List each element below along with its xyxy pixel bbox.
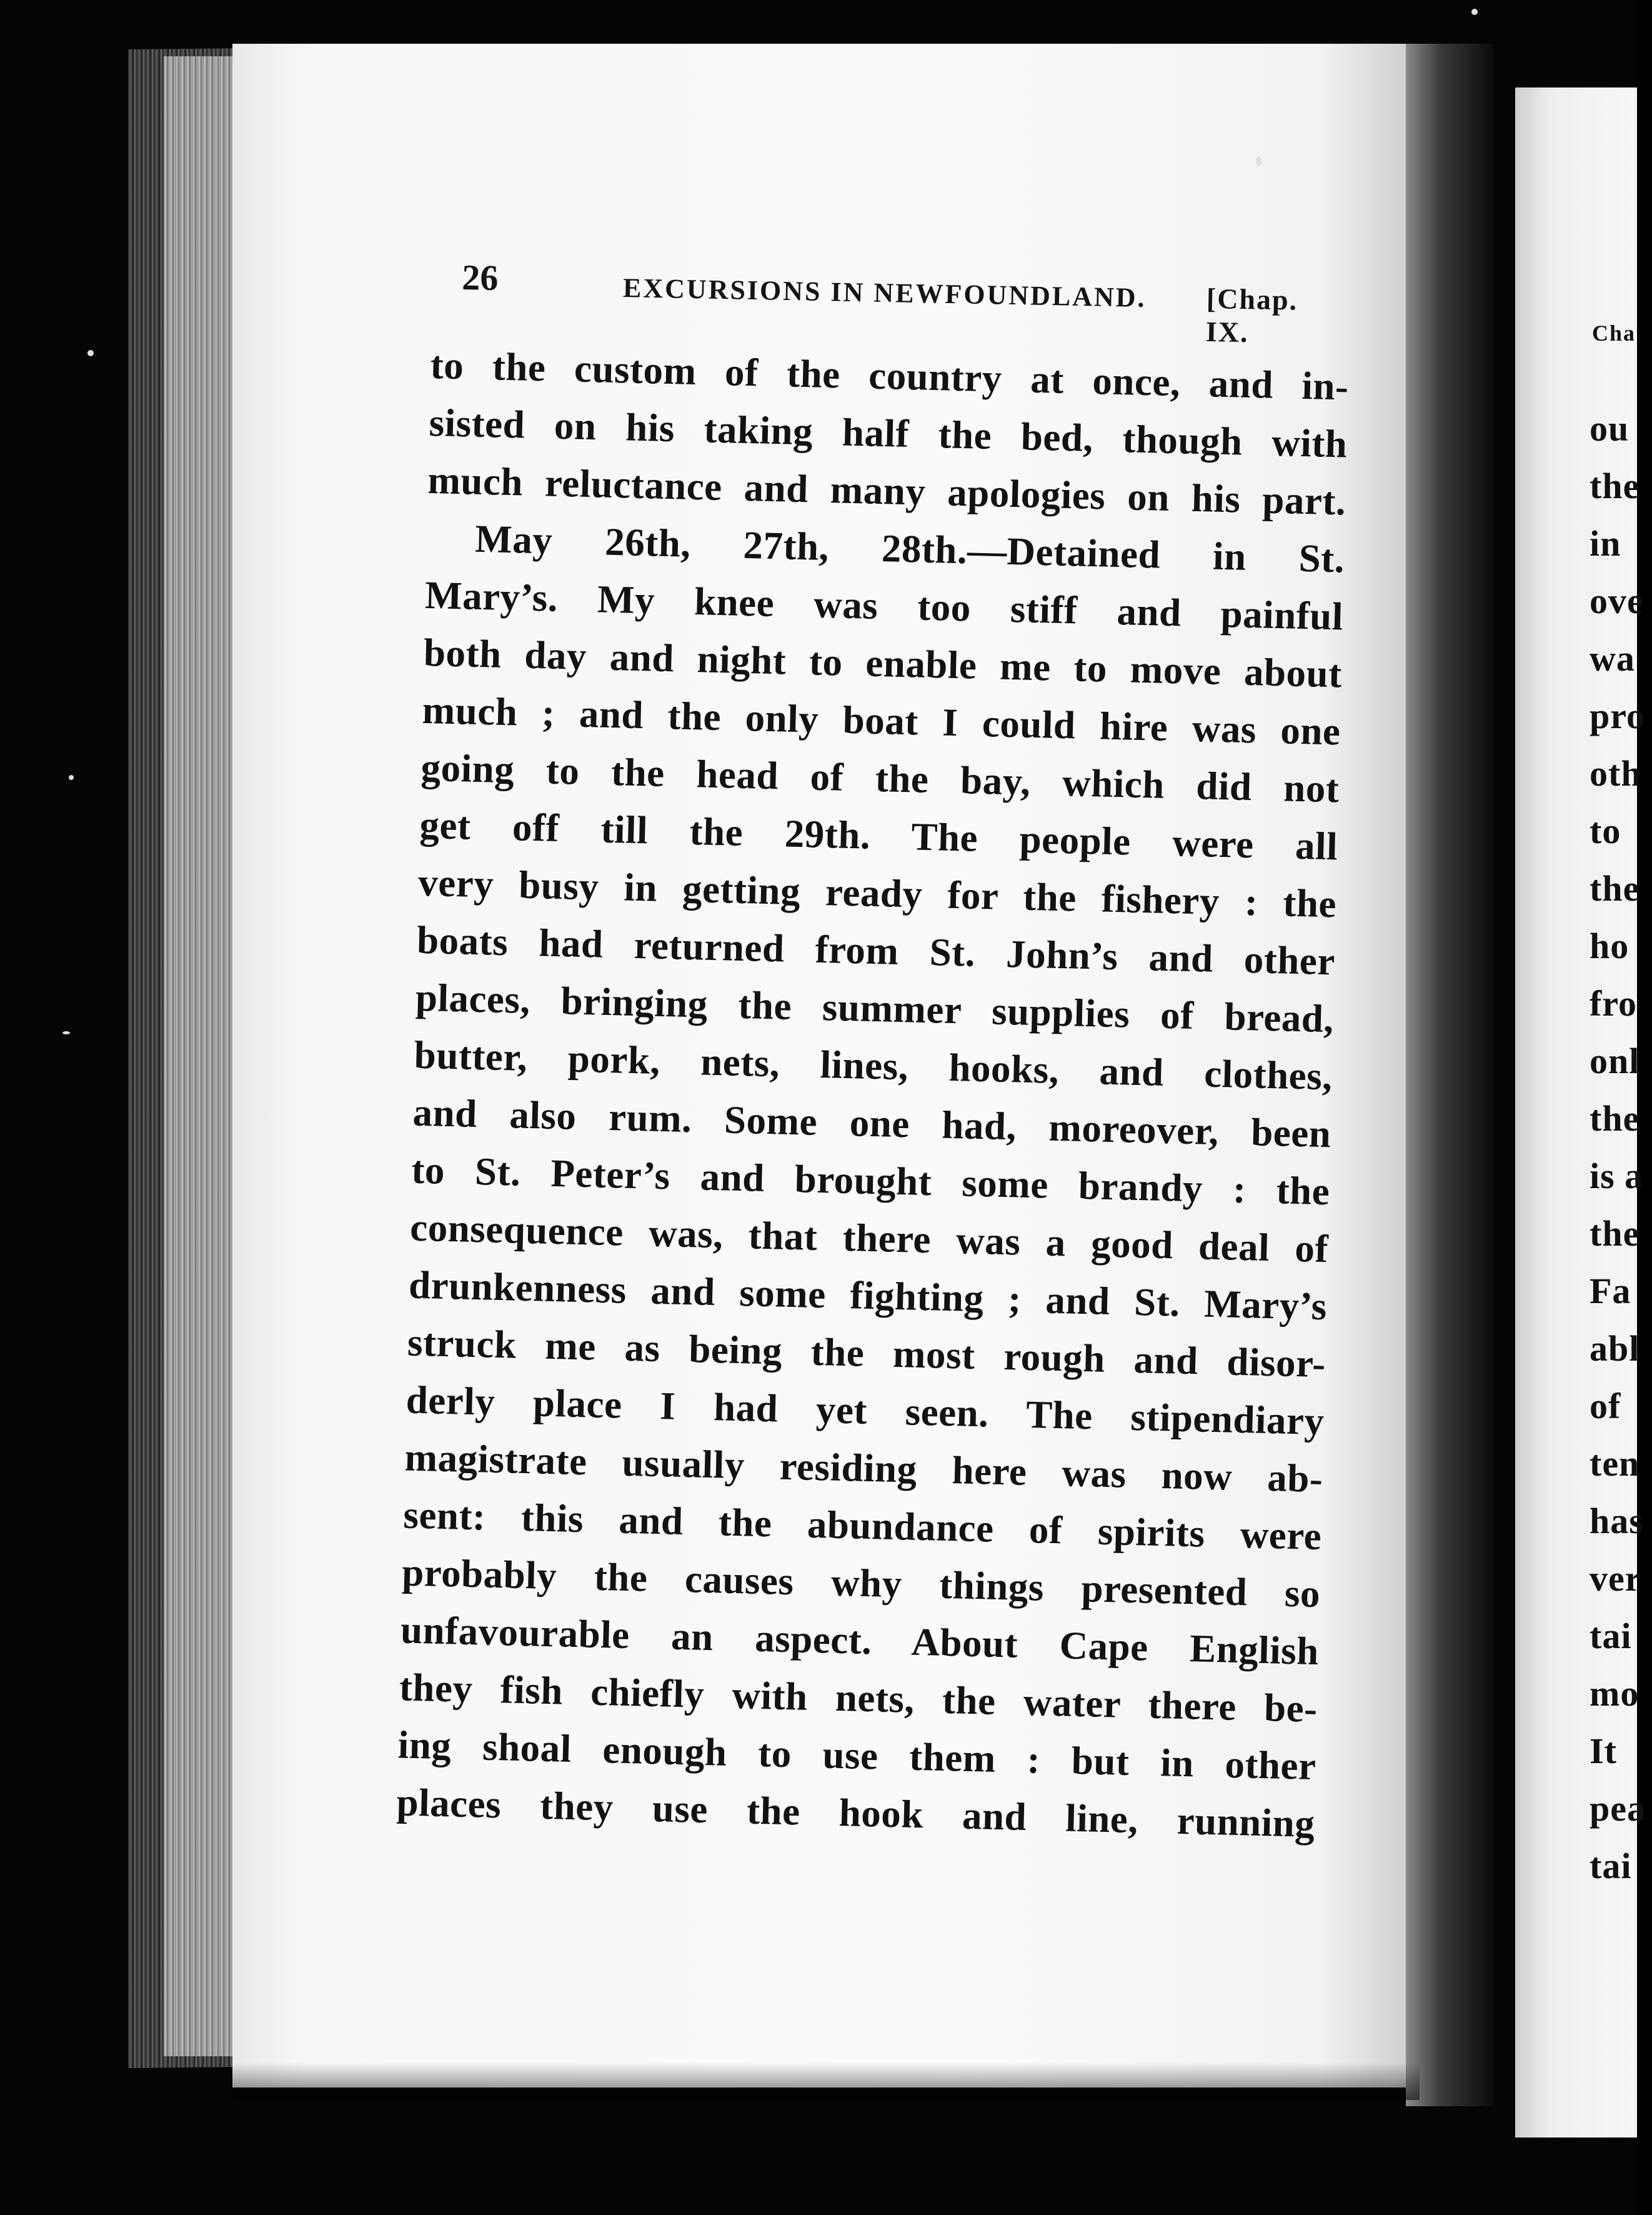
chapter-header: [Chap. IX. bbox=[1205, 282, 1298, 349]
facing-page-line: the bbox=[1590, 466, 1640, 506]
facing-page-line: Fa bbox=[1590, 1271, 1631, 1311]
text-line: get off till the 29th. The people were all bbox=[419, 802, 1338, 869]
facing-page-line: ou bbox=[1590, 408, 1630, 449]
scan-speck bbox=[62, 1031, 70, 1034]
text-line: sent: this and the abundance of spirits were bbox=[402, 1492, 1322, 1559]
facing-page-line: oth bbox=[1590, 753, 1642, 794]
facing-page-line: in bbox=[1590, 523, 1621, 564]
facing-page-header: Cha bbox=[1592, 321, 1636, 346]
facing-page-line: ver bbox=[1590, 1558, 1642, 1599]
facing-page-line: onl bbox=[1590, 1041, 1640, 1081]
page-bottom-shadow bbox=[232, 2062, 1420, 2100]
text-line: to St. Peter’s and brought some brandy : the bbox=[411, 1148, 1330, 1214]
scan-speck bbox=[87, 350, 94, 356]
facing-page-line: is a bbox=[1590, 1156, 1644, 1196]
facing-page-line: tai bbox=[1590, 1846, 1632, 1886]
text-line: boats had returned from St. John’s and other bbox=[416, 918, 1336, 984]
facing-page-line: ho bbox=[1590, 926, 1630, 966]
facing-page-line: It bbox=[1590, 1731, 1617, 1771]
scan-speck bbox=[1471, 9, 1478, 15]
facing-page-line: pro bbox=[1590, 696, 1645, 736]
page-number: 26 bbox=[461, 256, 499, 299]
page-edges-highlight bbox=[164, 56, 232, 2056]
text-line: consequence was, that there was a good deal of bbox=[409, 1205, 1329, 1271]
facing-page-line: of bbox=[1590, 1386, 1621, 1426]
facing-page-line: fro bbox=[1590, 983, 1638, 1024]
text-line: very busy in getting ready for the fishery : the bbox=[417, 860, 1337, 926]
text-line: sisted on his taking half the bed, though with bbox=[428, 400, 1348, 466]
text-line: places, bringing the summer supplies of bread, bbox=[415, 975, 1335, 1041]
text-line: and also rum. Some one had, moreover, been bbox=[412, 1090, 1332, 1156]
text-line: both day and night to enable me to move about bbox=[423, 630, 1343, 696]
scan-speck bbox=[1256, 156, 1261, 166]
facing-page-line: pea bbox=[1590, 1788, 1646, 1829]
facing-page-line: the bbox=[1590, 1098, 1640, 1139]
text-line: derly place I had yet seen. The stipendiary bbox=[406, 1378, 1325, 1444]
text-line: butter, pork, nets, lines, hooks, and clothes, bbox=[414, 1032, 1333, 1099]
facing-page-line: tai bbox=[1590, 1616, 1632, 1656]
book-title-header: EXCURSIONS IN NEWFOUNDLAND. bbox=[622, 272, 1147, 314]
facing-page-line: the bbox=[1590, 868, 1640, 909]
text-line: they fish chiefly with nets, the water there be- bbox=[399, 1665, 1318, 1731]
facing-page-line: abl bbox=[1590, 1328, 1640, 1369]
facing-page-line: has bbox=[1590, 1501, 1644, 1541]
text-line: to the custom of the country at once, and in- bbox=[430, 342, 1350, 409]
facing-page-line: the bbox=[1590, 1213, 1640, 1254]
facing-page-line: ten bbox=[1590, 1443, 1640, 1484]
text-line: unfavourable an aspect. About Cape English bbox=[400, 1608, 1320, 1674]
text-line: struck me as being the most rough and disor- bbox=[407, 1320, 1326, 1386]
facing-page-line: mo bbox=[1590, 1673, 1640, 1714]
body-text bbox=[396, 336, 1350, 1852]
facing-page-line: ove bbox=[1590, 581, 1644, 621]
text-line: much ; and the only boat I could hire was one bbox=[422, 688, 1341, 754]
text-line: May 26th, 27th, 28th.—Detained in St. bbox=[474, 516, 1345, 581]
text-line: drunkenness and some fighting ; and St. Mary’s bbox=[408, 1262, 1328, 1329]
text-line: places they use the hook and line, running bbox=[396, 1780, 1316, 1846]
text-line: Mary’s. My knee was too stiff and painful bbox=[424, 572, 1344, 639]
text-line: much reluctance and many apologies on his part. bbox=[427, 458, 1346, 524]
binding-gutter bbox=[1406, 44, 1493, 2106]
text-line: going to the head of the bay, which did not bbox=[420, 745, 1340, 811]
facing-page-line: wa bbox=[1590, 638, 1635, 679]
facing-page-line: to bbox=[1590, 811, 1621, 851]
text-line: probably the causes why things presented so bbox=[401, 1550, 1321, 1616]
scan-speck bbox=[69, 775, 74, 780]
text-line: magistrate usually residing here was now ab- bbox=[404, 1435, 1324, 1501]
text-line: ing shoal enough to use them : but in other bbox=[397, 1722, 1317, 1788]
